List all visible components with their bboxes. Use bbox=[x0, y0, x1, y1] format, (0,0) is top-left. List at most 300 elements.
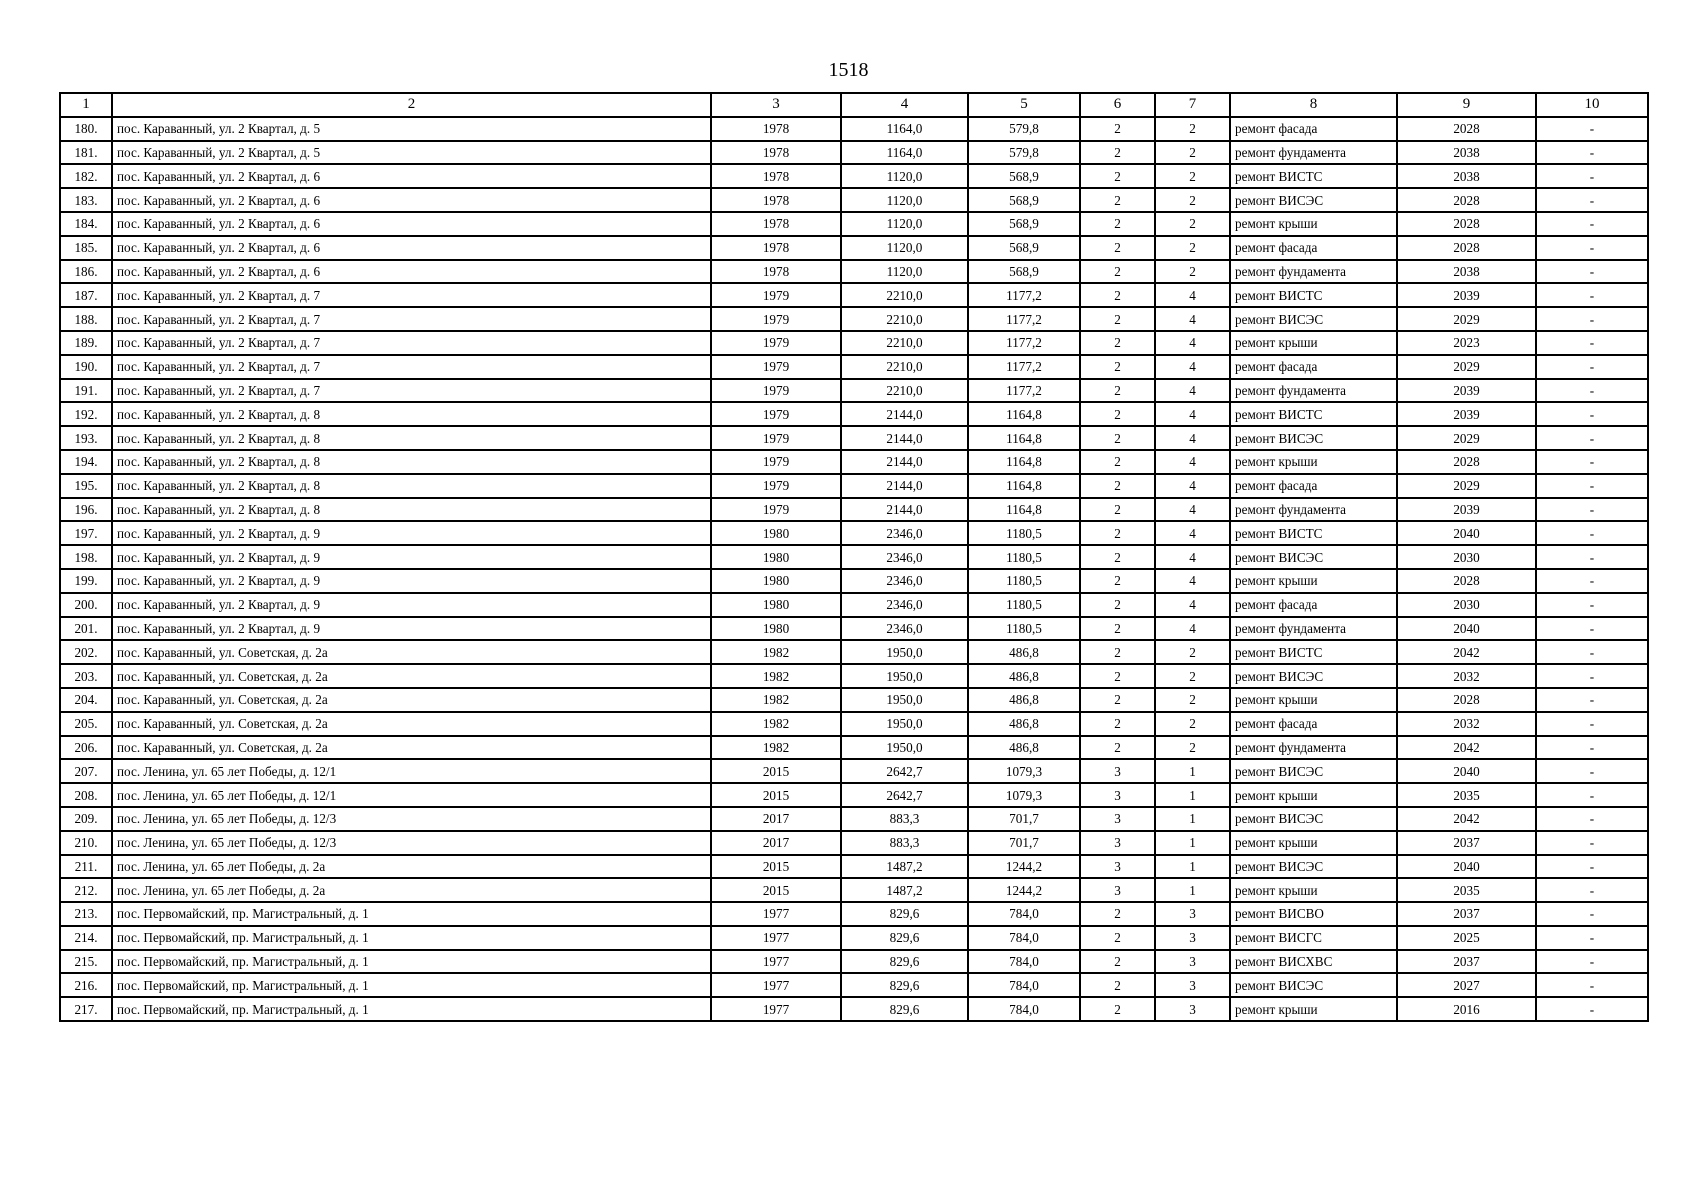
cell-col-6-cell: 3 bbox=[1080, 807, 1155, 831]
cell-col-7-cell: 4 bbox=[1155, 521, 1230, 545]
cell-col-7-cell: 1 bbox=[1155, 878, 1230, 902]
living-area-cell: 784,0 bbox=[968, 926, 1080, 950]
living-area-cell: 1177,2 bbox=[968, 307, 1080, 331]
total-area-cell: 1950,0 bbox=[841, 688, 968, 712]
total-area-cell: 1950,0 bbox=[841, 736, 968, 760]
build-year-cell: 1979 bbox=[711, 474, 841, 498]
build-year-cell: 1979 bbox=[711, 426, 841, 450]
table-row bbox=[60, 759, 1648, 783]
living-area-cell: 1079,3 bbox=[968, 759, 1080, 783]
address-cell: пос. Караванный, ул. 2 Квартал, д. 7 bbox=[112, 379, 711, 403]
column-header: 10 bbox=[1536, 93, 1648, 117]
living-area-cell: 486,8 bbox=[968, 712, 1080, 736]
row-number-cell: 195. bbox=[60, 474, 112, 498]
cell-col-10-cell: - bbox=[1536, 688, 1648, 712]
cell-col-6-cell: 2 bbox=[1080, 640, 1155, 664]
planned-year-cell: 2028 bbox=[1397, 188, 1536, 212]
table-row bbox=[60, 593, 1648, 617]
address-cell: пос. Первомайский, пр. Магистральный, д. 1 bbox=[112, 926, 711, 950]
living-area-cell: 1164,8 bbox=[968, 450, 1080, 474]
address-cell: пос. Караванный, ул. Советская, д. 2а bbox=[112, 640, 711, 664]
build-year-cell: 1979 bbox=[711, 307, 841, 331]
column-header: 1 bbox=[60, 93, 112, 117]
table-row bbox=[60, 402, 1648, 426]
work-type-cell: ремонт крыши bbox=[1230, 569, 1397, 593]
address-cell: пос. Караванный, ул. 2 Квартал, д. 7 bbox=[112, 331, 711, 355]
planned-year-cell: 2042 bbox=[1397, 807, 1536, 831]
total-area-cell: 1120,0 bbox=[841, 188, 968, 212]
work-type-cell: ремонт ВИСВО bbox=[1230, 902, 1397, 926]
living-area-cell: 568,9 bbox=[968, 236, 1080, 260]
living-area-cell: 1164,8 bbox=[968, 498, 1080, 522]
build-year-cell: 1979 bbox=[711, 498, 841, 522]
cell-col-10-cell: - bbox=[1536, 831, 1648, 855]
cell-col-7-cell: 2 bbox=[1155, 141, 1230, 165]
address-cell: пос. Караванный, ул. 2 Квартал, д. 8 bbox=[112, 498, 711, 522]
row-number-cell: 201. bbox=[60, 617, 112, 641]
living-area-cell: 1180,5 bbox=[968, 545, 1080, 569]
living-area-cell: 486,8 bbox=[968, 736, 1080, 760]
total-area-cell: 883,3 bbox=[841, 807, 968, 831]
build-year-cell: 1977 bbox=[711, 950, 841, 974]
table-row bbox=[60, 521, 1648, 545]
living-area-cell: 784,0 bbox=[968, 902, 1080, 926]
address-cell: пос. Первомайский, пр. Магистральный, д. 1 bbox=[112, 997, 711, 1021]
cell-col-6-cell: 2 bbox=[1080, 498, 1155, 522]
total-area-cell: 1120,0 bbox=[841, 212, 968, 236]
planned-year-cell: 2023 bbox=[1397, 331, 1536, 355]
planned-year-cell: 2028 bbox=[1397, 450, 1536, 474]
total-area-cell: 1164,0 bbox=[841, 117, 968, 141]
address-cell: пос. Караванный, ул. 2 Квартал, д. 9 bbox=[112, 569, 711, 593]
row-number-cell: 189. bbox=[60, 331, 112, 355]
row-number-cell: 186. bbox=[60, 260, 112, 284]
living-area-cell: 784,0 bbox=[968, 997, 1080, 1021]
total-area-cell: 1487,2 bbox=[841, 878, 968, 902]
build-year-cell: 2017 bbox=[711, 807, 841, 831]
cell-col-10-cell: - bbox=[1536, 212, 1648, 236]
work-type-cell: ремонт фундамента bbox=[1230, 617, 1397, 641]
repair-schedule-table bbox=[59, 92, 1649, 1022]
cell-col-6-cell: 3 bbox=[1080, 878, 1155, 902]
cell-col-10-cell: - bbox=[1536, 379, 1648, 403]
cell-col-7-cell: 3 bbox=[1155, 926, 1230, 950]
work-type-cell: ремонт фундамента bbox=[1230, 736, 1397, 760]
build-year-cell: 1979 bbox=[711, 450, 841, 474]
table-body bbox=[60, 117, 1648, 1021]
build-year-cell: 1980 bbox=[711, 617, 841, 641]
cell-col-6-cell: 2 bbox=[1080, 212, 1155, 236]
table-row bbox=[60, 712, 1648, 736]
address-cell: пос. Караванный, ул. 2 Квартал, д. 9 bbox=[112, 617, 711, 641]
row-number-cell: 194. bbox=[60, 450, 112, 474]
cell-col-10-cell: - bbox=[1536, 783, 1648, 807]
living-area-cell: 486,8 bbox=[968, 688, 1080, 712]
living-area-cell: 579,8 bbox=[968, 141, 1080, 165]
cell-col-6-cell: 2 bbox=[1080, 902, 1155, 926]
work-type-cell: ремонт фасада bbox=[1230, 474, 1397, 498]
cell-col-7-cell: 2 bbox=[1155, 188, 1230, 212]
row-number-cell: 180. bbox=[60, 117, 112, 141]
cell-col-6-cell: 2 bbox=[1080, 593, 1155, 617]
cell-col-6-cell: 2 bbox=[1080, 950, 1155, 974]
row-number-cell: 203. bbox=[60, 664, 112, 688]
address-cell: пос. Караванный, ул. 2 Квартал, д. 7 bbox=[112, 355, 711, 379]
address-cell: пос. Караванный, ул. 2 Квартал, д. 9 bbox=[112, 545, 711, 569]
work-type-cell: ремонт ВИСТС bbox=[1230, 521, 1397, 545]
cell-col-7-cell: 4 bbox=[1155, 379, 1230, 403]
build-year-cell: 1979 bbox=[711, 355, 841, 379]
cell-col-6-cell: 2 bbox=[1080, 474, 1155, 498]
total-area-cell: 1164,0 bbox=[841, 141, 968, 165]
cell-col-7-cell: 2 bbox=[1155, 117, 1230, 141]
cell-col-6-cell: 3 bbox=[1080, 783, 1155, 807]
cell-col-7-cell: 2 bbox=[1155, 664, 1230, 688]
cell-col-6-cell: 2 bbox=[1080, 379, 1155, 403]
build-year-cell: 1980 bbox=[711, 545, 841, 569]
total-area-cell: 829,6 bbox=[841, 926, 968, 950]
planned-year-cell: 2038 bbox=[1397, 164, 1536, 188]
address-cell: пос. Первомайский, пр. Магистральный, д. 1 bbox=[112, 973, 711, 997]
table-row bbox=[60, 736, 1648, 760]
cell-col-6-cell: 3 bbox=[1080, 855, 1155, 879]
cell-col-6-cell: 2 bbox=[1080, 973, 1155, 997]
build-year-cell: 1982 bbox=[711, 688, 841, 712]
build-year-cell: 1979 bbox=[711, 283, 841, 307]
cell-col-10-cell: - bbox=[1536, 498, 1648, 522]
row-number-cell: 192. bbox=[60, 402, 112, 426]
row-number-cell: 204. bbox=[60, 688, 112, 712]
planned-year-cell: 2032 bbox=[1397, 664, 1536, 688]
address-cell: пос. Караванный, ул. Советская, д. 2а bbox=[112, 664, 711, 688]
work-type-cell: ремонт ВИСТС bbox=[1230, 402, 1397, 426]
planned-year-cell: 2028 bbox=[1397, 236, 1536, 260]
cell-col-6-cell: 2 bbox=[1080, 402, 1155, 426]
total-area-cell: 2346,0 bbox=[841, 521, 968, 545]
total-area-cell: 1950,0 bbox=[841, 712, 968, 736]
build-year-cell: 1979 bbox=[711, 402, 841, 426]
work-type-cell: ремонт фундамента bbox=[1230, 141, 1397, 165]
build-year-cell: 2015 bbox=[711, 855, 841, 879]
living-area-cell: 568,9 bbox=[968, 164, 1080, 188]
address-cell: пос. Караванный, ул. 2 Квартал, д. 6 bbox=[112, 164, 711, 188]
address-cell: пос. Караванный, ул. 2 Квартал, д. 7 bbox=[112, 307, 711, 331]
build-year-cell: 1978 bbox=[711, 188, 841, 212]
build-year-cell: 1978 bbox=[711, 236, 841, 260]
row-number-cell: 210. bbox=[60, 831, 112, 855]
cell-col-10-cell: - bbox=[1536, 164, 1648, 188]
planned-year-cell: 2039 bbox=[1397, 379, 1536, 403]
cell-col-6-cell: 2 bbox=[1080, 141, 1155, 165]
work-type-cell: ремонт крыши bbox=[1230, 688, 1397, 712]
living-area-cell: 579,8 bbox=[968, 117, 1080, 141]
table-row bbox=[60, 926, 1648, 950]
cell-col-7-cell: 4 bbox=[1155, 617, 1230, 641]
table-row bbox=[60, 498, 1648, 522]
build-year-cell: 1982 bbox=[711, 640, 841, 664]
cell-col-6-cell: 2 bbox=[1080, 664, 1155, 688]
planned-year-cell: 2039 bbox=[1397, 402, 1536, 426]
row-number-cell: 216. bbox=[60, 973, 112, 997]
work-type-cell: ремонт крыши bbox=[1230, 878, 1397, 902]
row-number-cell: 213. bbox=[60, 902, 112, 926]
row-number-cell: 181. bbox=[60, 141, 112, 165]
planned-year-cell: 2035 bbox=[1397, 783, 1536, 807]
cell-col-7-cell: 2 bbox=[1155, 260, 1230, 284]
cell-col-6-cell: 2 bbox=[1080, 997, 1155, 1021]
build-year-cell: 1978 bbox=[711, 141, 841, 165]
total-area-cell: 1950,0 bbox=[841, 640, 968, 664]
header-row bbox=[60, 93, 1648, 117]
table-row bbox=[60, 878, 1648, 902]
living-area-cell: 1079,3 bbox=[968, 783, 1080, 807]
total-area-cell: 2210,0 bbox=[841, 307, 968, 331]
cell-col-10-cell: - bbox=[1536, 426, 1648, 450]
table-row bbox=[60, 783, 1648, 807]
total-area-cell: 2346,0 bbox=[841, 593, 968, 617]
cell-col-6-cell: 2 bbox=[1080, 188, 1155, 212]
cell-col-6-cell: 2 bbox=[1080, 426, 1155, 450]
table-row bbox=[60, 331, 1648, 355]
cell-col-10-cell: - bbox=[1536, 617, 1648, 641]
cell-col-7-cell: 4 bbox=[1155, 593, 1230, 617]
table-row bbox=[60, 950, 1648, 974]
address-cell: пос. Караванный, ул. 2 Квартал, д. 7 bbox=[112, 283, 711, 307]
address-cell: пос. Первомайский, пр. Магистральный, д. 1 bbox=[112, 950, 711, 974]
cell-col-7-cell: 3 bbox=[1155, 997, 1230, 1021]
row-number-cell: 190. bbox=[60, 355, 112, 379]
address-cell: пос. Ленина, ул. 65 лет Победы, д. 2а bbox=[112, 855, 711, 879]
table-row bbox=[60, 379, 1648, 403]
row-number-cell: 214. bbox=[60, 926, 112, 950]
work-type-cell: ремонт ВИСТС bbox=[1230, 164, 1397, 188]
row-number-cell: 212. bbox=[60, 878, 112, 902]
row-number-cell: 183. bbox=[60, 188, 112, 212]
work-type-cell: ремонт ВИСГС bbox=[1230, 926, 1397, 950]
address-cell: пос. Первомайский, пр. Магистральный, д. 1 bbox=[112, 902, 711, 926]
cell-col-6-cell: 2 bbox=[1080, 331, 1155, 355]
cell-col-10-cell: - bbox=[1536, 141, 1648, 165]
planned-year-cell: 2028 bbox=[1397, 212, 1536, 236]
planned-year-cell: 2040 bbox=[1397, 521, 1536, 545]
planned-year-cell: 2029 bbox=[1397, 355, 1536, 379]
total-area-cell: 2210,0 bbox=[841, 283, 968, 307]
cell-col-7-cell: 4 bbox=[1155, 498, 1230, 522]
table-row bbox=[60, 283, 1648, 307]
table-row bbox=[60, 688, 1648, 712]
planned-year-cell: 2040 bbox=[1397, 617, 1536, 641]
planned-year-cell: 2040 bbox=[1397, 759, 1536, 783]
row-number-cell: 182. bbox=[60, 164, 112, 188]
planned-year-cell: 2016 bbox=[1397, 997, 1536, 1021]
living-area-cell: 568,9 bbox=[968, 260, 1080, 284]
work-type-cell: ремонт фундамента bbox=[1230, 379, 1397, 403]
living-area-cell: 486,8 bbox=[968, 664, 1080, 688]
living-area-cell: 701,7 bbox=[968, 807, 1080, 831]
work-type-cell: ремонт фасада bbox=[1230, 712, 1397, 736]
build-year-cell: 2015 bbox=[711, 878, 841, 902]
table-row bbox=[60, 474, 1648, 498]
cell-col-7-cell: 2 bbox=[1155, 212, 1230, 236]
address-cell: пос. Караванный, ул. Советская, д. 2а bbox=[112, 688, 711, 712]
work-type-cell: ремонт фундамента bbox=[1230, 498, 1397, 522]
living-area-cell: 701,7 bbox=[968, 831, 1080, 855]
column-header: 3 bbox=[711, 93, 841, 117]
cell-col-10-cell: - bbox=[1536, 283, 1648, 307]
row-number-cell: 202. bbox=[60, 640, 112, 664]
table-row bbox=[60, 855, 1648, 879]
column-header: 8 bbox=[1230, 93, 1397, 117]
work-type-cell: ремонт крыши bbox=[1230, 331, 1397, 355]
planned-year-cell: 2039 bbox=[1397, 498, 1536, 522]
cell-col-6-cell: 2 bbox=[1080, 736, 1155, 760]
cell-col-10-cell: - bbox=[1536, 450, 1648, 474]
living-area-cell: 1164,8 bbox=[968, 426, 1080, 450]
cell-col-6-cell: 2 bbox=[1080, 283, 1155, 307]
planned-year-cell: 2030 bbox=[1397, 593, 1536, 617]
living-area-cell: 1180,5 bbox=[968, 521, 1080, 545]
living-area-cell: 1177,2 bbox=[968, 331, 1080, 355]
living-area-cell: 486,8 bbox=[968, 640, 1080, 664]
cell-col-10-cell: - bbox=[1536, 736, 1648, 760]
cell-col-6-cell: 2 bbox=[1080, 164, 1155, 188]
cell-col-6-cell: 2 bbox=[1080, 569, 1155, 593]
total-area-cell: 2346,0 bbox=[841, 545, 968, 569]
planned-year-cell: 2025 bbox=[1397, 926, 1536, 950]
living-area-cell: 1180,5 bbox=[968, 593, 1080, 617]
total-area-cell: 2210,0 bbox=[841, 331, 968, 355]
cell-col-6-cell: 2 bbox=[1080, 260, 1155, 284]
total-area-cell: 2642,7 bbox=[841, 783, 968, 807]
cell-col-7-cell: 2 bbox=[1155, 640, 1230, 664]
work-type-cell: ремонт фасада bbox=[1230, 117, 1397, 141]
cell-col-6-cell: 2 bbox=[1080, 545, 1155, 569]
address-cell: пос. Караванный, ул. 2 Квартал, д. 6 bbox=[112, 188, 711, 212]
cell-col-6-cell: 2 bbox=[1080, 521, 1155, 545]
table-row bbox=[60, 997, 1648, 1021]
cell-col-10-cell: - bbox=[1536, 712, 1648, 736]
cell-col-7-cell: 4 bbox=[1155, 426, 1230, 450]
cell-col-7-cell: 4 bbox=[1155, 402, 1230, 426]
table-row bbox=[60, 426, 1648, 450]
address-cell: пос. Караванный, ул. 2 Квартал, д. 6 bbox=[112, 212, 711, 236]
total-area-cell: 2144,0 bbox=[841, 402, 968, 426]
build-year-cell: 1982 bbox=[711, 664, 841, 688]
planned-year-cell: 2037 bbox=[1397, 902, 1536, 926]
address-cell: пос. Караванный, ул. 2 Квартал, д. 8 bbox=[112, 426, 711, 450]
total-area-cell: 2144,0 bbox=[841, 474, 968, 498]
total-area-cell: 2144,0 bbox=[841, 450, 968, 474]
work-type-cell: ремонт крыши bbox=[1230, 831, 1397, 855]
planned-year-cell: 2040 bbox=[1397, 855, 1536, 879]
cell-col-10-cell: - bbox=[1536, 640, 1648, 664]
planned-year-cell: 2039 bbox=[1397, 283, 1536, 307]
planned-year-cell: 2032 bbox=[1397, 712, 1536, 736]
row-number-cell: 209. bbox=[60, 807, 112, 831]
row-number-cell: 215. bbox=[60, 950, 112, 974]
planned-year-cell: 2038 bbox=[1397, 141, 1536, 165]
address-cell: пос. Ленина, ул. 65 лет Победы, д. 12/1 bbox=[112, 759, 711, 783]
build-year-cell: 1979 bbox=[711, 331, 841, 355]
table-row bbox=[60, 117, 1648, 141]
living-area-cell: 1177,2 bbox=[968, 379, 1080, 403]
table-row bbox=[60, 664, 1648, 688]
cell-col-6-cell: 2 bbox=[1080, 307, 1155, 331]
total-area-cell: 829,6 bbox=[841, 902, 968, 926]
cell-col-10-cell: - bbox=[1536, 188, 1648, 212]
cell-col-10-cell: - bbox=[1536, 236, 1648, 260]
work-type-cell: ремонт ВИСЭС bbox=[1230, 759, 1397, 783]
cell-col-6-cell: 2 bbox=[1080, 117, 1155, 141]
cell-col-7-cell: 4 bbox=[1155, 545, 1230, 569]
total-area-cell: 2144,0 bbox=[841, 426, 968, 450]
build-year-cell: 1977 bbox=[711, 902, 841, 926]
cell-col-6-cell: 3 bbox=[1080, 759, 1155, 783]
cell-col-6-cell: 2 bbox=[1080, 355, 1155, 379]
work-type-cell: ремонт ВИСЭС bbox=[1230, 664, 1397, 688]
planned-year-cell: 2035 bbox=[1397, 878, 1536, 902]
table-row bbox=[60, 617, 1648, 641]
table-row bbox=[60, 545, 1648, 569]
planned-year-cell: 2042 bbox=[1397, 640, 1536, 664]
row-number-cell: 198. bbox=[60, 545, 112, 569]
address-cell: пос. Ленина, ул. 65 лет Победы, д. 12/3 bbox=[112, 831, 711, 855]
work-type-cell: ремонт ВИСЭС bbox=[1230, 545, 1397, 569]
build-year-cell: 1980 bbox=[711, 521, 841, 545]
table-row bbox=[60, 973, 1648, 997]
table-row bbox=[60, 450, 1648, 474]
row-number-cell: 196. bbox=[60, 498, 112, 522]
total-area-cell: 1120,0 bbox=[841, 236, 968, 260]
living-area-cell: 1164,8 bbox=[968, 402, 1080, 426]
row-number-cell: 208. bbox=[60, 783, 112, 807]
cell-col-7-cell: 1 bbox=[1155, 831, 1230, 855]
work-type-cell: ремонт ВИСЭС bbox=[1230, 807, 1397, 831]
address-cell: пос. Караванный, ул. Советская, д. 2а bbox=[112, 736, 711, 760]
work-type-cell: ремонт ВИСЭС bbox=[1230, 426, 1397, 450]
living-area-cell: 1244,2 bbox=[968, 878, 1080, 902]
row-number-cell: 197. bbox=[60, 521, 112, 545]
row-number-cell: 200. bbox=[60, 593, 112, 617]
column-header: 6 bbox=[1080, 93, 1155, 117]
build-year-cell: 1978 bbox=[711, 212, 841, 236]
cell-col-6-cell: 2 bbox=[1080, 926, 1155, 950]
cell-col-10-cell: - bbox=[1536, 521, 1648, 545]
cell-col-6-cell: 2 bbox=[1080, 617, 1155, 641]
table-row bbox=[60, 164, 1648, 188]
cell-col-7-cell: 4 bbox=[1155, 283, 1230, 307]
build-year-cell: 1982 bbox=[711, 736, 841, 760]
cell-col-7-cell: 4 bbox=[1155, 450, 1230, 474]
table-row bbox=[60, 355, 1648, 379]
row-number-cell: 199. bbox=[60, 569, 112, 593]
total-area-cell: 829,6 bbox=[841, 950, 968, 974]
address-cell: пос. Ленина, ул. 65 лет Победы, д. 2а bbox=[112, 878, 711, 902]
planned-year-cell: 2030 bbox=[1397, 545, 1536, 569]
build-year-cell: 1978 bbox=[711, 164, 841, 188]
table-header bbox=[60, 93, 1648, 117]
planned-year-cell: 2028 bbox=[1397, 688, 1536, 712]
row-number-cell: 211. bbox=[60, 855, 112, 879]
cell-col-10-cell: - bbox=[1536, 950, 1648, 974]
work-type-cell: ремонт фасада bbox=[1230, 355, 1397, 379]
planned-year-cell: 2028 bbox=[1397, 117, 1536, 141]
cell-col-7-cell: 4 bbox=[1155, 307, 1230, 331]
work-type-cell: ремонт ВИСТС bbox=[1230, 283, 1397, 307]
address-cell: пос. Караванный, ул. 2 Квартал, д. 9 bbox=[112, 521, 711, 545]
cell-col-7-cell: 4 bbox=[1155, 355, 1230, 379]
total-area-cell: 883,3 bbox=[841, 831, 968, 855]
